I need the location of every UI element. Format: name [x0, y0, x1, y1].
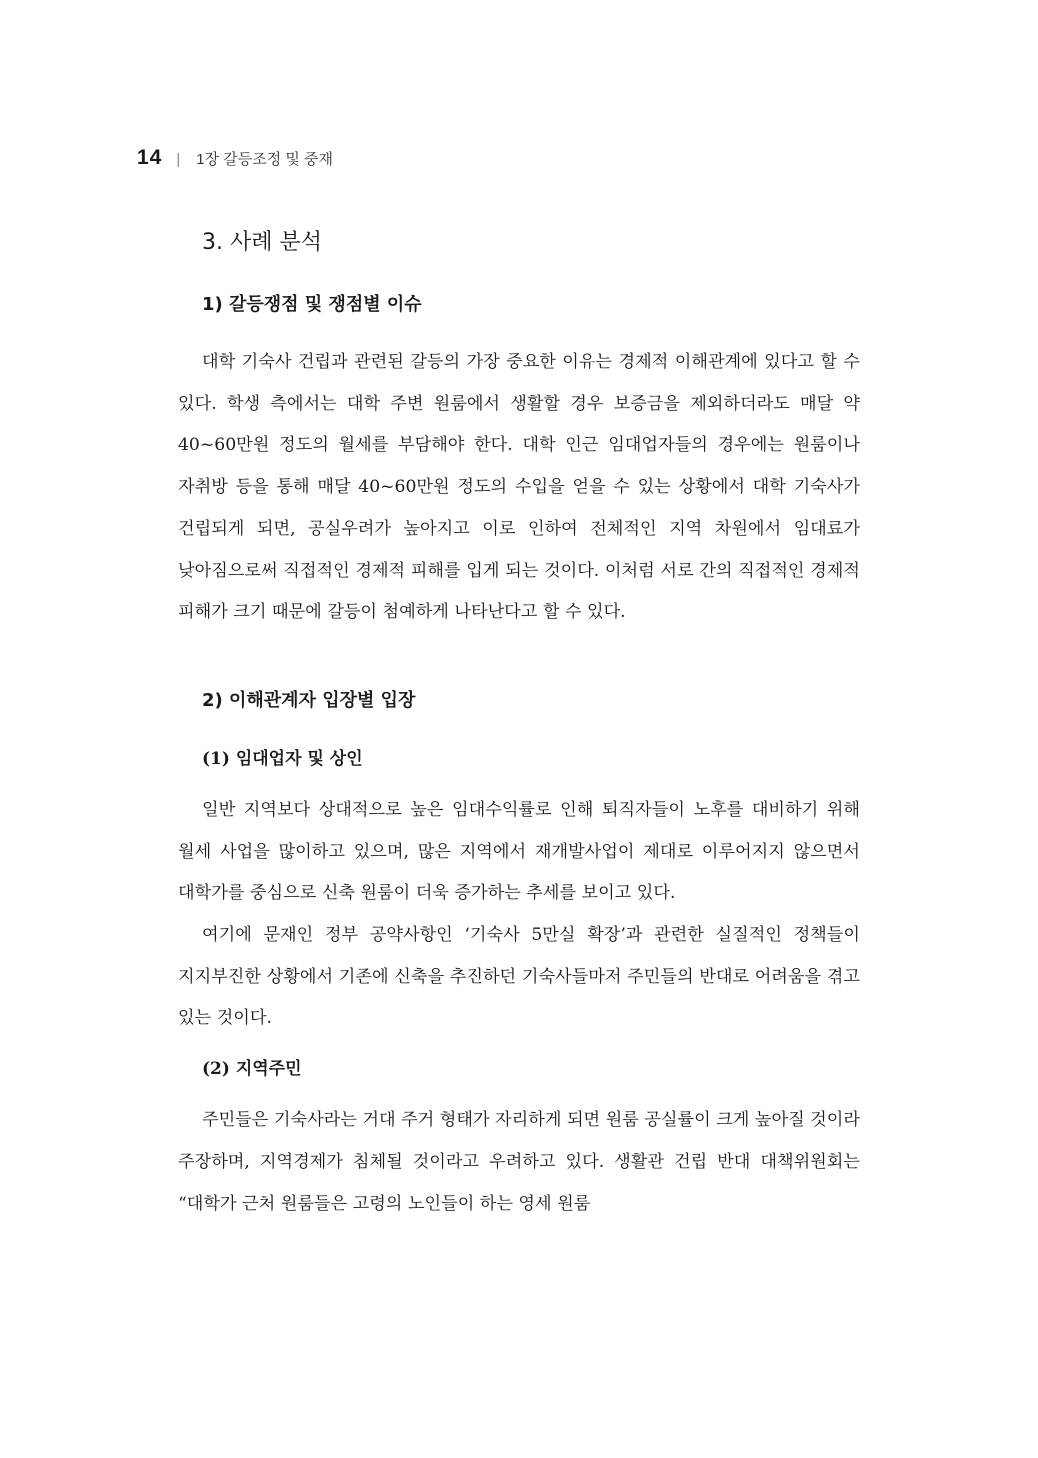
page-header — [137, 146, 333, 170]
paragraph-residents: 주민들은 기숙사라는 거대 주거 형태가 자리하게 되면 원룸 공실률이 크게 높아질 것이라 주장하며, 지역경제가 침체될 것이라고 우려하고 있다. 생활관 건립 반대 대책위원회는 “대학가 근처 원룸들은 고령의 노인들이 하는 영세 원룸 — [178, 1110, 860, 1214]
page-number: 14 — [137, 146, 163, 169]
section-title: 3. 사례 분석 — [202, 230, 322, 255]
subsub-title-landlords: (1) 임대업자 및 상인 — [202, 748, 363, 769]
paragraph-landlords-2: 여기에 문재인 정부 공약사항인 ‘기숙사 5만실 확장’과 관련한 실질적인 정책들이 지지부진한 상황에서 기존에 신축을 추진하던 기숙사들마저 주민들의 반대로 어려움을 겪고 있는 것이다. — [178, 925, 860, 1029]
page-body — [178, 226, 860, 1225]
chapter-title: 1장 갈등조정 및 중재 — [196, 151, 334, 168]
subsection-title-stakeholders: 2) 이해관계자 입장별 입장 — [202, 689, 416, 711]
paragraph-issues: 대학 기숙사 건립과 관련된 갈등의 가장 중요한 이유는 경제적 이해관계에 있다고 할 수 있다. 학생 측에서는 대학 주변 원룸에서 생활할 경우 보증금을 제외하더라도 매달 약 40~60만원 정도의 월세를 부담해야 한다. 대학 인근 임대업자들의 경우에는 원룸이나 자취방 등을 통해 매달 40~60만원 정도의 수입을 얻을 수 있는 상황에서 대학 기숙사가 건립되게 되면, 공실우려가 높아지고 이로 인하여 전체적인 지역 차원에서 임대료가 낮아짐으로써 직접적인 경제적 피해를 입게 되는 것이다. 이처럼 서로 간의 직접적인 경제적 피해가 크기 때문에 갈등이 첨예하게 나타난다고 할 수 있다. — [178, 352, 860, 623]
paragraph-landlords-1: 일반 지역보다 상대적으로 높은 임대수익률로 인해 퇴직자들이 노후를 대비하기 위해 월세 사업을 많이하고 있으며, 많은 지역에서 재개발사업이 제대로 이루어지지 않으면서 대학가를 중심으로 신축 원룸이 더욱 증가하는 추세를 보이고 있다. — [178, 799, 860, 904]
subsection-title-issues: 1) 갈등쟁점 및 쟁점별 이슈 — [202, 294, 422, 315]
subsub-title-residents: (2) 지역주민 — [202, 1059, 302, 1080]
header-separator: | — [176, 151, 181, 168]
